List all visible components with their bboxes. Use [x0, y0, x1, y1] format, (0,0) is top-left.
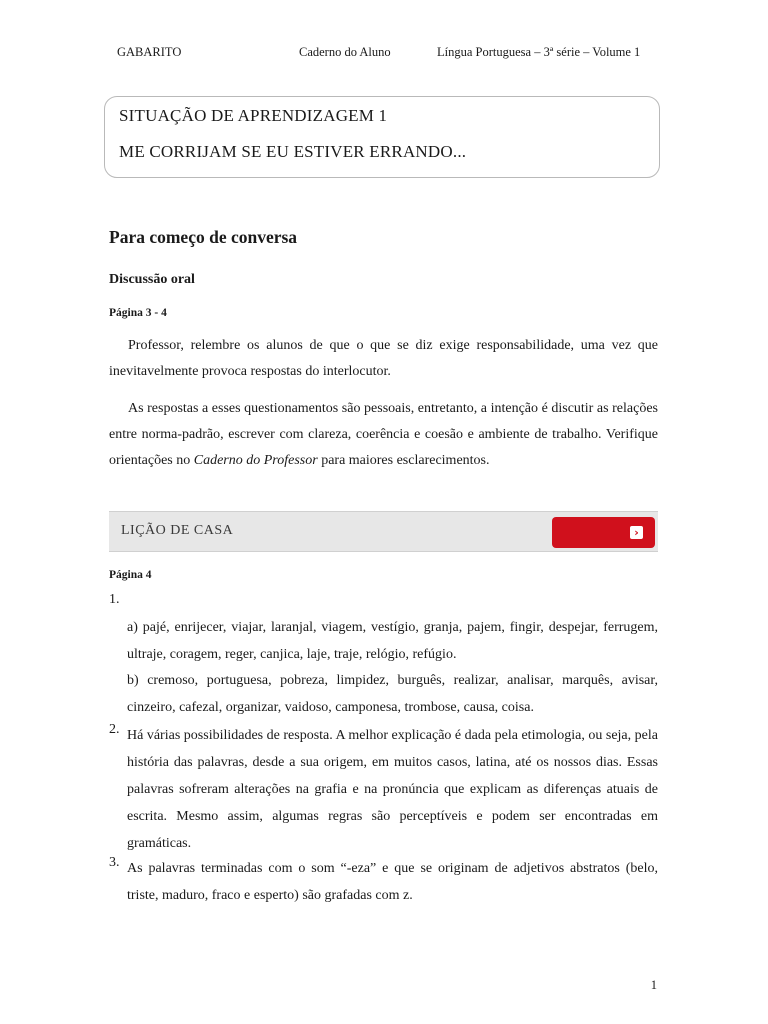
page-header	[0, 45, 768, 63]
subsection-title: Discussão oral	[109, 272, 195, 287]
chevron-right-icon: ›	[630, 526, 643, 539]
paragraph-2-text-a: As respostas a esses questionamentos são pessoais, entretanto, a intenção é discutir as relações entre norma-padrão, escrever com clareza, coerência e coesão e ambiente de trabalho. Verifique orientações no	[109, 401, 658, 468]
title-line-1: SITUAÇÃO DE APRENDIZAGEM 1	[119, 106, 388, 125]
item-3: As palavras terminadas com o som “-eza” e que se originam de adjetivos abstratos (belo, triste, maduro, fraco e esperto) são grafadas com z.	[127, 861, 658, 903]
item-2: Há várias possibilidades de resposta. A melhor explicação é dada pela etimologia, ou seja, pela história das palavras, desde a sua origem, em muitos casos, latina, até os nossos dias. Essas palavras sofreram alterações na grafia e na pronúncia que explicam as diferenças atuais de escrita. Mesmo assim, algumas regras são perceptíveis e podem ser encontradas em gramáticas.	[127, 728, 658, 851]
paragraph-2	[109, 396, 658, 474]
answers-page-reference: Página 4	[109, 569, 152, 581]
item-3-number: 3.	[109, 855, 120, 870]
homework-banner	[109, 511, 658, 552]
homework-accent-bar	[552, 517, 655, 548]
paragraph-1: Professor, relembre os alunos de que o que se diz exige responsabilidade, uma vez que inevitavelmente provoca respostas do interlocutor.	[109, 338, 658, 379]
item-2-number: 2.	[109, 722, 120, 737]
title-box	[104, 96, 660, 178]
title-line-2: ME CORRIJAM SE EU ESTIVER ERRANDO...	[119, 142, 467, 161]
section-title: Para começo de conversa	[109, 227, 298, 247]
paragraph-2-text-b: para maiores esclarecimentos.	[317, 453, 490, 468]
item-1a: a) pajé, enrijecer, viajar, laranjal, viagem, vestígio, granja, pajem, fingir, despejar, ferrugem, ultraje, coragem, reger, canjica, laje, traje, relógio, refúgio.	[127, 620, 658, 662]
item-1b: b) cremoso, portuguesa, pobreza, limpidez, burguês, realizar, analisar, marquês, avisar, cinzeiro, cafezal, organizar, vaidoso, camponesa, trombose, causa, coisa.	[127, 673, 658, 715]
header-middle: Caderno do Aluno	[299, 45, 391, 59]
paragraph-2-italic: Caderno do Professor	[193, 453, 318, 468]
header-left: GABARITO	[117, 45, 182, 59]
item-1-number: 1.	[109, 592, 120, 607]
homework-label: LIÇÃO DE CASA	[121, 523, 234, 538]
page-reference: Página 3 - 4	[109, 307, 167, 319]
page-number: 1	[650, 978, 657, 992]
header-right: Língua Portuguesa – 3ª série – Volume 1	[437, 45, 641, 59]
